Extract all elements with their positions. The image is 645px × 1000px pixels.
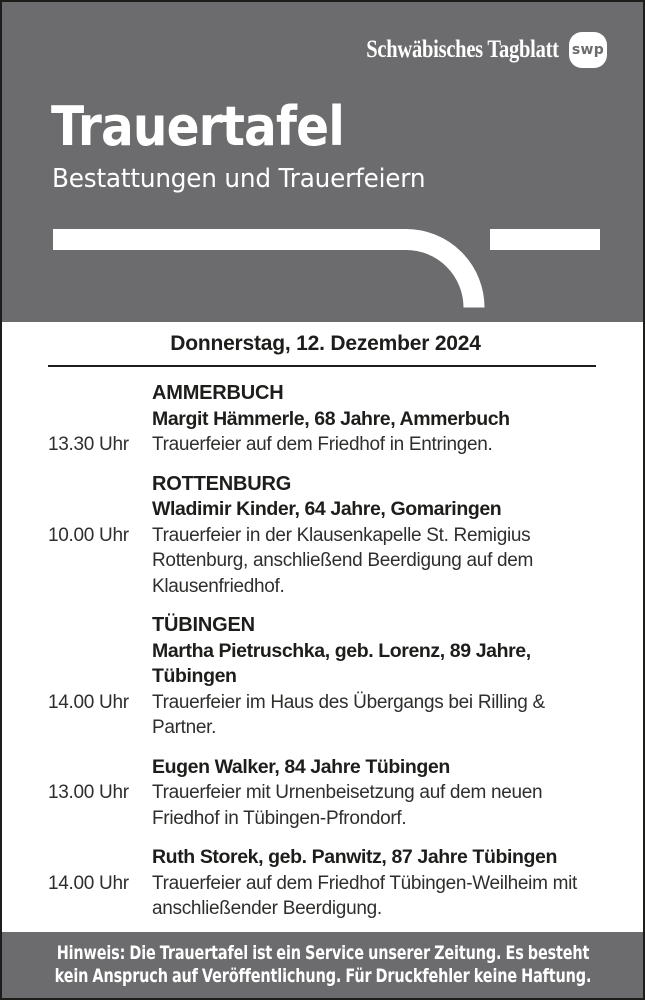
funeral-entry [48, 871, 603, 922]
funeral-entry [48, 690, 603, 741]
listings-body [2, 322, 643, 922]
entry-time: 10.00 Uhr [48, 524, 129, 546]
person-name: Ruth Storek, geb. Panwitz, 87 Jahre Tübingen [152, 846, 557, 868]
person-name: Wladimir Kinder, 64 Jahre, Gomaringen [152, 498, 502, 520]
city-heading: TÜBINGEN [152, 614, 255, 636]
funeral-entry [48, 780, 603, 831]
entry-description: Trauerfeier im Haus des Übergangs bei Rilling & Partner. [152, 691, 545, 738]
entry-time: 13.00 Uhr [48, 782, 129, 803]
entry-description: Trauerfeier auf dem Friedhof in Entringen. [152, 434, 493, 455]
listings [48, 381, 603, 922]
person-name: Margit Hämmerle, 68 Jahre, Ammerbuch [152, 407, 510, 430]
entry-time: 14.00 Uhr [48, 691, 129, 713]
city-heading: AMMERBUCH [152, 382, 284, 404]
entry-description: Trauerfeier in der Klausenkapelle St. Remigius Rottenburg, anschließend Beerdigung auf dem Klausenfriedhof. [152, 524, 534, 597]
date-divider [48, 365, 596, 367]
masthead-row [324, 32, 607, 68]
gray-masthead-header [2, 2, 643, 322]
person-name: Martha Pietruschka, geb. Lorenz, 89 Jahre, Tübingen [152, 639, 531, 687]
page-title: Trauertafel [51, 95, 345, 158]
page-subtitle: Bestattungen und Trauerfeiern [52, 164, 426, 194]
city-heading: ROTTENBURG [152, 472, 292, 495]
entry-time: 13.30 Uhr [48, 434, 129, 455]
funeral-entry [48, 432, 603, 458]
entry-description: Trauerfeier auf dem Friedhof Tübingen-Weilheim mit anschließender Beerdigung. [152, 872, 578, 919]
entry-description: Trauerfeier mit Urnenbeisetzung auf dem neuen Friedhof in Tübingen-Pfrondorf. [152, 782, 543, 829]
footer-label: Hinweis: [56, 942, 125, 964]
date-heading: Donnerstag, 12. Dezember 2024 [170, 332, 481, 355]
funeral-entry [48, 523, 603, 600]
footer-text: Die Trauertafel ist ein Service unserer Zeitung. Es besteht kein Anspruch auf Veröffentlichung. Für Druckfehler keine Haftung. [54, 942, 591, 987]
swp-logo-text: swp [571, 42, 605, 58]
swoosh-divider-icon [2, 217, 645, 322]
footer-notice-bar [2, 932, 643, 998]
newspaper-masthead: Schwäbisches Tagblatt [366, 36, 559, 63]
swp-logo-icon [569, 32, 607, 68]
entry-time: 14.00 Uhr [48, 872, 129, 894]
footer-notice [41, 942, 603, 988]
person-name: Eugen Walker, 84 Jahre Tübingen [152, 755, 450, 778]
